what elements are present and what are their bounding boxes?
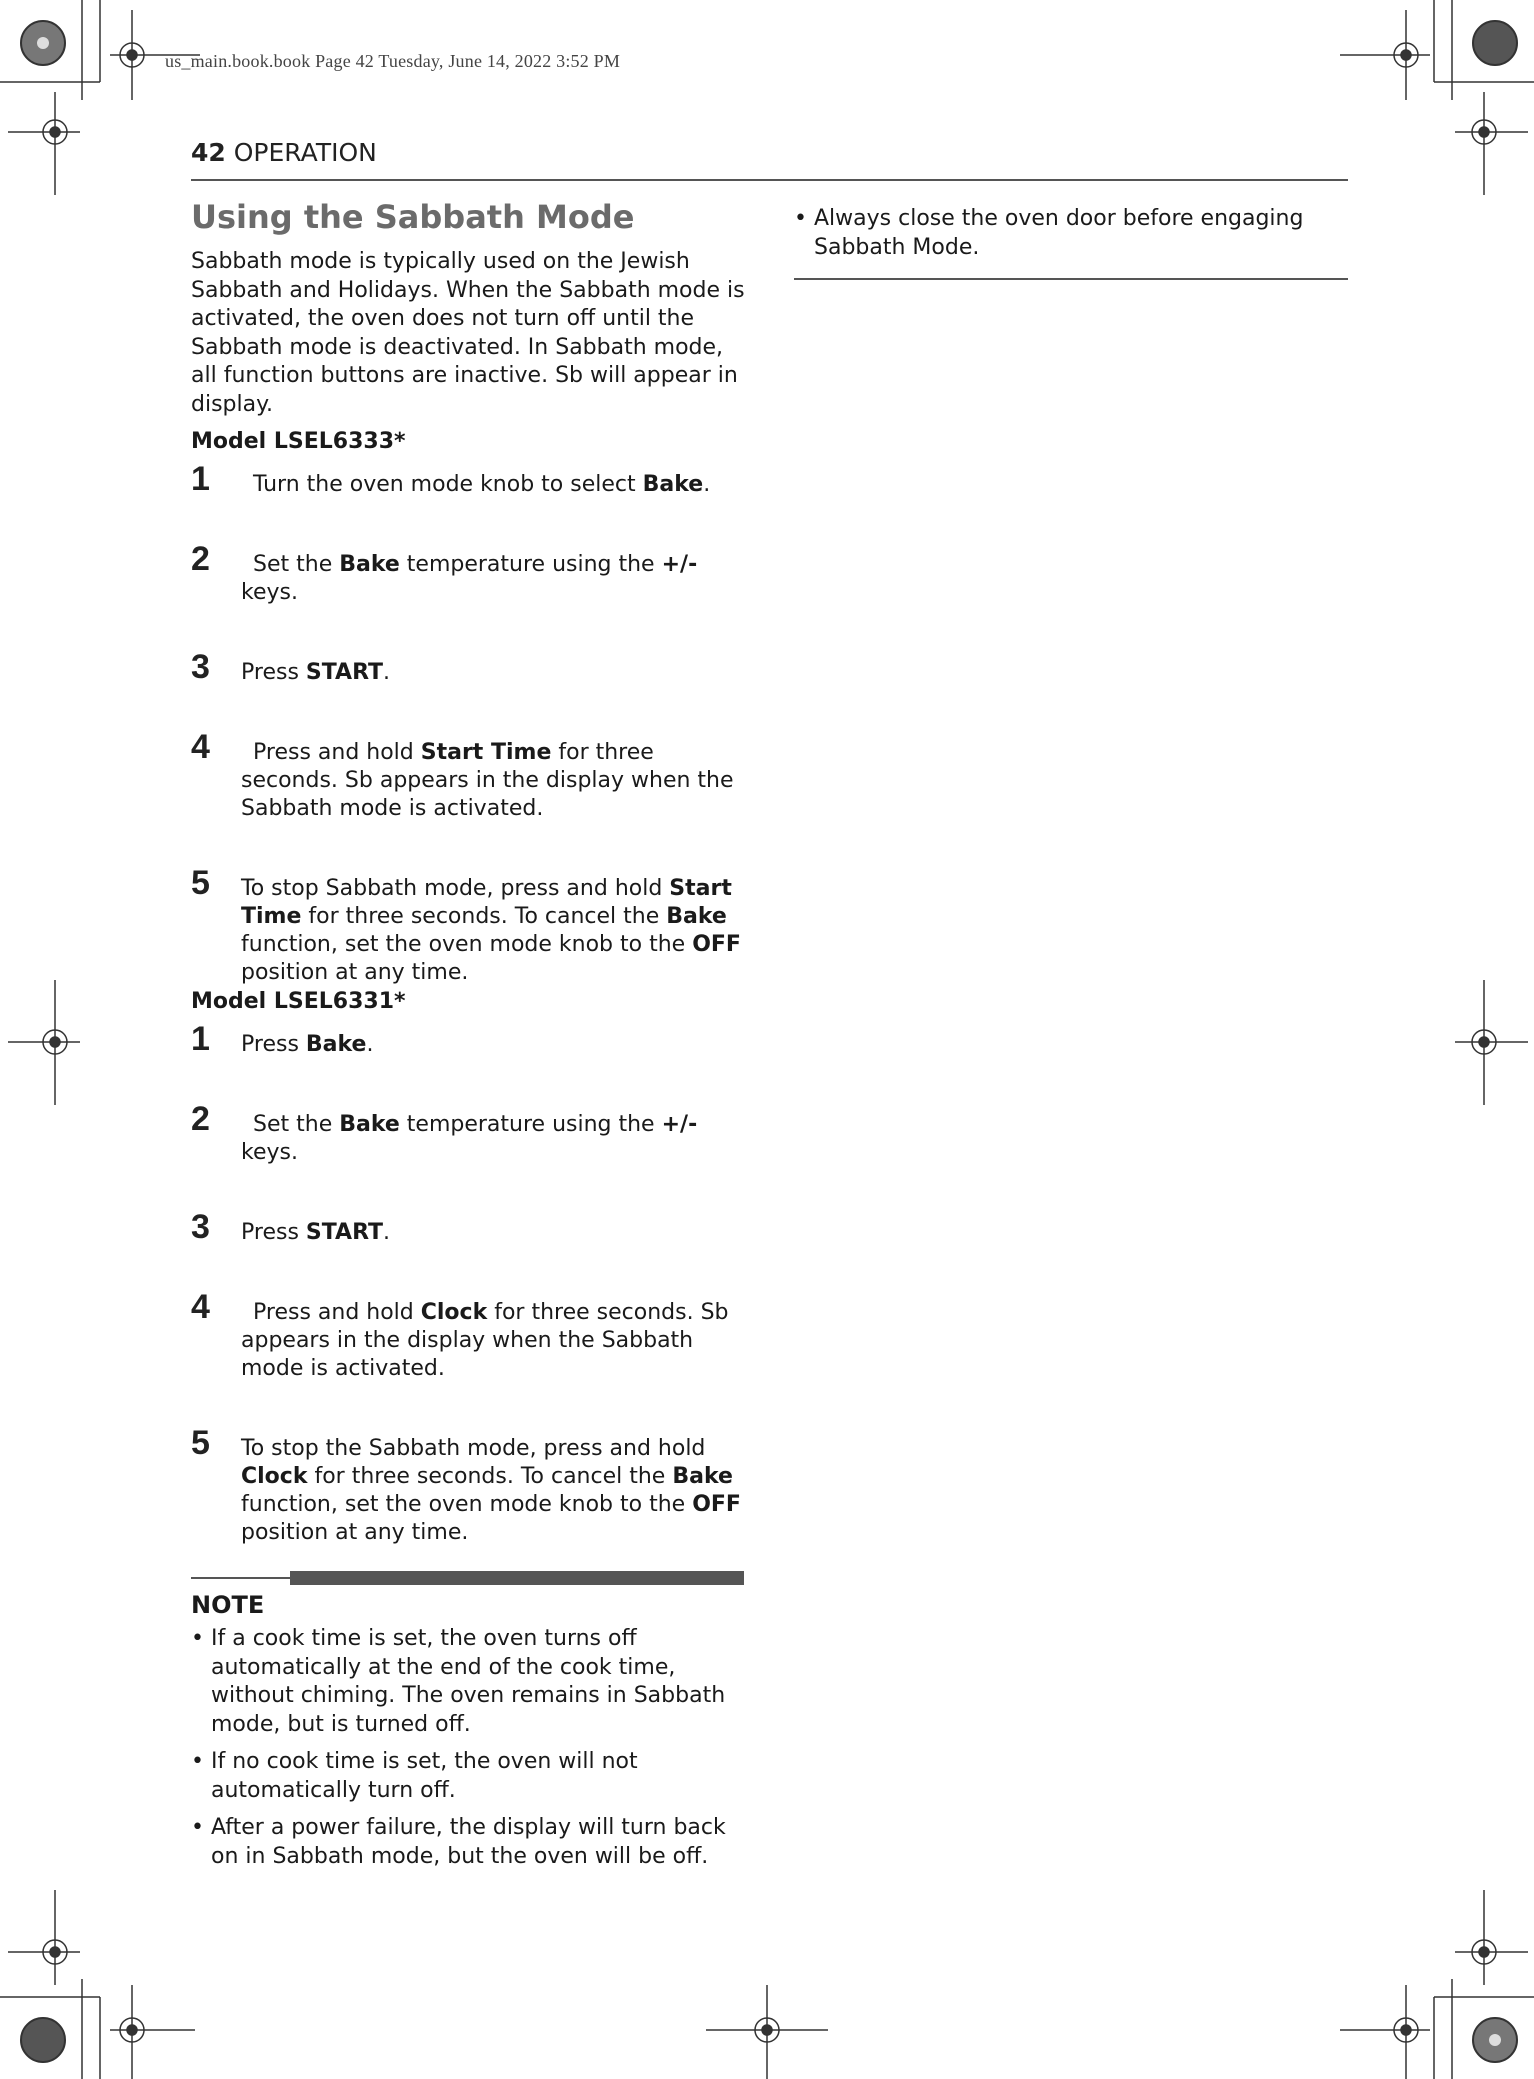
note-item: • If no cook time is set, the oven will not automatically turn off. [191,1748,751,1805]
print-slug: us_main.book.book Page 42 Tuesday, June 14, 2022 3:52 PM [165,51,621,71]
registration-target-icon [8,1890,80,1985]
page-header [191,138,377,167]
step-text: Turn the oven mode knob to select Bake. [253,472,711,497]
note-title: NOTE [191,1591,265,1619]
step-text: To stop the Sabbath mode, press and hold Clock for three seconds. To cancel the Bake function, set the oven mode knob to the OFF position at any time. [241,1436,741,1545]
step-number: 2 [191,1100,210,1138]
registration-target-icon [8,92,80,195]
step-item [191,728,751,823]
registration-target-icon [1455,1890,1528,1985]
step-item [191,1288,751,1383]
registration-target-icon [1340,1985,1430,2079]
step-item [191,1424,751,1547]
section-name: OPERATION [233,138,377,167]
right-column [794,205,1350,280]
step-item [191,864,751,987]
header-rule [191,179,1348,181]
step-item [191,648,751,687]
registration-target-icon [110,1985,195,2079]
step-number: 1 [191,460,210,498]
starburst-mark-icon [21,21,65,65]
step-text: Set the Bake temperature using the +/- keys. [241,552,698,605]
step-text: Set the Bake temperature using the +/- keys. [241,1112,698,1165]
caution-item: • Always close the oven door before engaging Sabbath Mode. [794,205,1350,262]
left-column [191,198,751,1880]
step-item [191,1208,751,1247]
note-item: • After a power failure, the display will turn back on in Sabbath mode, but the oven will be off. [191,1814,751,1871]
note-item: • If a cook time is set, the oven turns off automatically at the end of the cook time, without chiming. The oven remains in Sabbath mode, but is turned off. [191,1625,751,1739]
step-number: 5 [191,1424,210,1462]
step-number: 1 [191,1020,210,1058]
registration-target-icon [8,980,80,1105]
step-number: 3 [191,648,210,686]
step-text: To stop Sabbath mode, press and hold Start Time for three seconds. To cancel the Bake function, set the oven mode knob to the OFF position at any time. [241,876,741,985]
model-heading: Model LSEL6333* [191,429,406,454]
model-heading: Model LSEL6331* [191,989,406,1014]
right-column-rule [794,278,1348,280]
registration-target-icon [706,1985,828,2079]
step-text: Press and hold Clock for three seconds. Sb appears in the display when the Sabbath mode is activated. [241,1300,729,1381]
page-number: 42 [191,138,226,167]
starburst-mark-icon [1473,21,1517,65]
registration-target-icon [1340,10,1430,100]
step-number: 4 [191,1288,210,1326]
step-item [191,540,751,607]
step-number: 3 [191,1208,210,1246]
step-item [191,1020,751,1059]
page-title: Using the Sabbath Mode [191,198,635,236]
step-item [191,460,751,499]
step-number: 5 [191,864,210,902]
starburst-mark-icon [1473,2018,1517,2062]
step-text: Press and hold Start Time for three seconds. Sb appears in the display when the Sabbath mode is activated. [241,740,734,821]
registration-target-icon [1455,92,1528,195]
intro-paragraph: Sabbath mode is typically used on the Jewish Sabbath and Holidays. When the Sabbath mode is activated, the oven does not turn off until the Sabbath mode is deactivated. In Sabbath mode, all function buttons are inactive. Sb will appear in display. [191,249,745,417]
step-text: Press START. [241,1220,391,1245]
step-number: 4 [191,728,210,766]
note-divider [191,1571,744,1585]
registration-target-icon [1455,980,1528,1105]
step-item [191,1100,751,1167]
step-text: Press START. [241,660,391,685]
starburst-mark-icon [21,2018,65,2062]
step-number: 2 [191,540,210,578]
step-text: Press Bake. [241,1032,374,1057]
